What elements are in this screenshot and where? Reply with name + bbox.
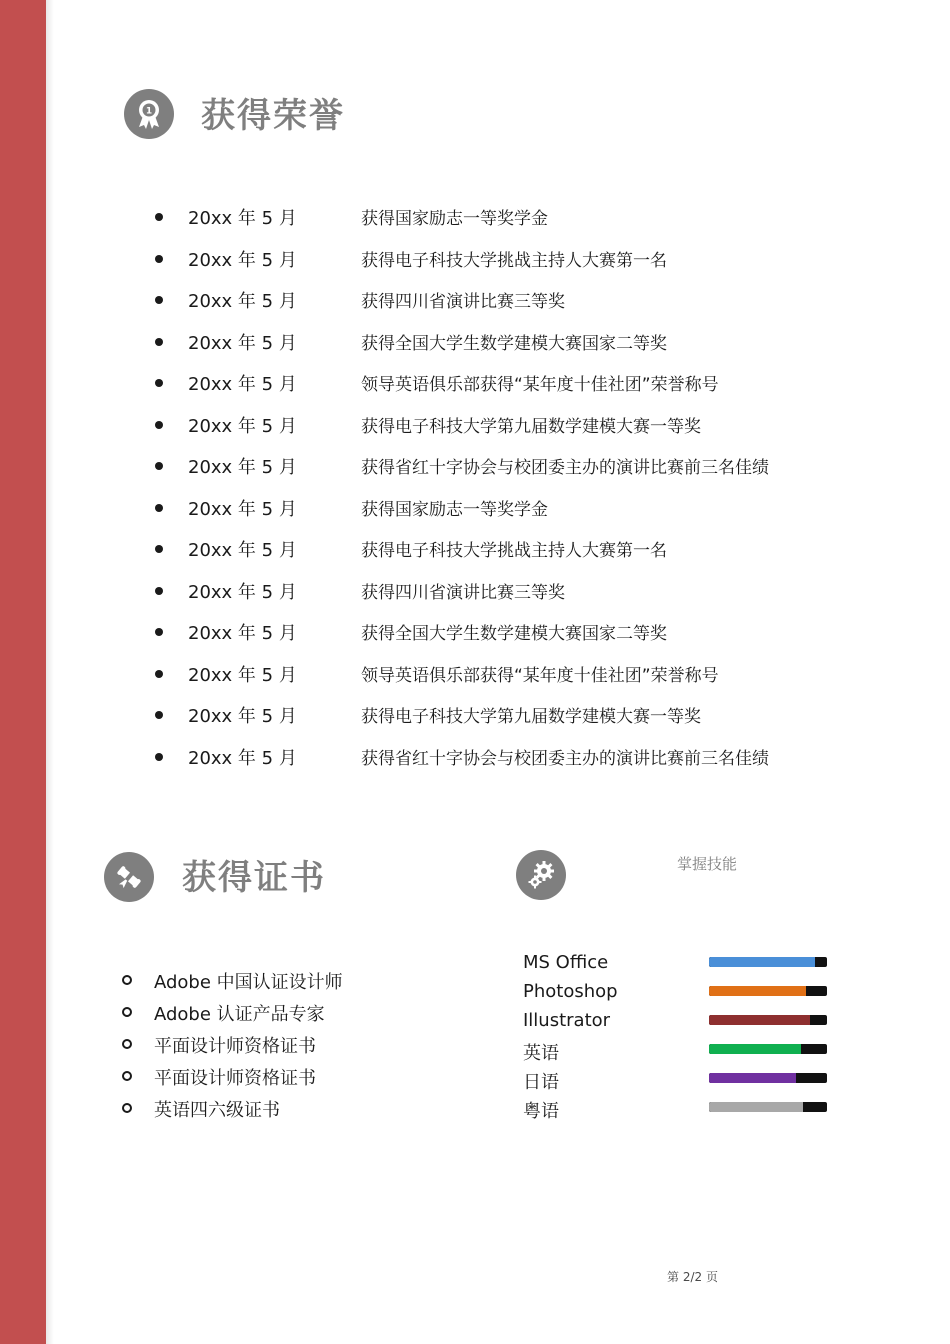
skill-name: Illustrator xyxy=(523,1010,611,1031)
bullet-icon xyxy=(155,628,163,636)
skill-level-fill xyxy=(709,1015,810,1025)
circle-bullet-icon xyxy=(122,1103,132,1113)
bullet-icon xyxy=(155,255,163,263)
award-medal-icon xyxy=(124,89,174,139)
honor-list-item xyxy=(150,320,850,362)
skill-row xyxy=(523,1035,843,1064)
honor-list-item xyxy=(150,610,850,652)
honor-description: 获得省红十字协会与校团委主办的演讲比赛前三名佳绩 xyxy=(361,458,769,478)
certificate-label: Adobe 认证产品专家 xyxy=(154,1004,325,1025)
certificate-label: 英语四六级证书 xyxy=(154,1100,280,1121)
honor-date: 20xx 年 5 月 xyxy=(188,208,297,229)
honor-date: 20xx 年 5 月 xyxy=(188,623,297,644)
bullet-icon xyxy=(155,421,163,429)
honor-list-item xyxy=(150,652,850,694)
bullet-icon xyxy=(155,504,163,512)
skills-list xyxy=(523,948,843,1122)
honor-description: 获得电子科技大学第九届数学建模大赛一等奖 xyxy=(361,707,701,727)
honor-description: 获得四川省演讲比赛三等奖 xyxy=(361,292,565,312)
bullet-icon xyxy=(155,462,163,470)
honor-description: 获得全国大学生数学建模大赛国家二等奖 xyxy=(361,624,667,644)
honor-list-item xyxy=(150,486,850,528)
honor-list-item xyxy=(150,444,850,486)
honor-date: 20xx 年 5 月 xyxy=(188,747,297,769)
certificate-label: 平面设计师资格证书 xyxy=(154,1036,316,1057)
skill-level-bar xyxy=(709,1015,827,1025)
bullet-icon xyxy=(155,711,163,719)
skill-level-fill xyxy=(709,1044,801,1054)
certificate-label: 平面设计师资格证书 xyxy=(154,1068,316,1089)
skill-level-bar xyxy=(709,986,827,996)
certificates-section-title: 获得证书 xyxy=(182,858,326,898)
honors-section-title: 获得荣誉 xyxy=(201,96,345,136)
bullet-icon xyxy=(155,296,163,304)
skill-level-fill xyxy=(709,1102,803,1112)
skill-row xyxy=(523,1006,843,1035)
certificate-label: Adobe 中国认证设计师 xyxy=(154,972,343,993)
honor-date: 20xx 年 5 月 xyxy=(188,457,297,478)
circle-bullet-icon xyxy=(122,975,132,985)
honor-list-item xyxy=(150,278,850,320)
circle-bullet-icon xyxy=(122,1007,132,1017)
skill-name: 粤语 xyxy=(523,1101,559,1122)
skill-row xyxy=(523,1064,843,1093)
left-accent-bar-shadow xyxy=(46,0,54,1344)
skill-name: MS Office xyxy=(523,952,609,973)
honor-date: 20xx 年 5 月 xyxy=(188,249,297,271)
honor-date: 20xx 年 5 月 xyxy=(188,332,297,354)
honor-description: 领导英语俱乐部获得“某年度十佳社团”荣誉称号 xyxy=(361,665,719,686)
bullet-icon xyxy=(155,670,163,678)
skill-name: 日语 xyxy=(523,1072,559,1093)
skill-name: 英语 xyxy=(523,1043,559,1064)
bullet-icon xyxy=(155,545,163,553)
diploma-scroll-icon xyxy=(104,852,154,902)
honor-list-item xyxy=(150,569,850,611)
honor-list-item xyxy=(150,693,850,735)
skill-row xyxy=(523,1093,843,1122)
bullet-icon xyxy=(155,753,163,761)
gears-icon xyxy=(516,850,566,900)
honor-description: 获得省红十字协会与校团委主办的演讲比赛前三名佳绩 xyxy=(361,748,769,769)
skill-row xyxy=(523,948,843,977)
honor-date: 20xx 年 5 月 xyxy=(188,498,297,520)
honor-list-item xyxy=(150,361,850,403)
honor-list-item xyxy=(150,237,850,279)
skill-level-bar xyxy=(709,1073,827,1083)
honor-description: 领导英语俱乐部获得“某年度十佳社团”荣誉称号 xyxy=(361,375,719,395)
honor-date: 20xx 年 5 月 xyxy=(188,374,297,395)
bullet-icon xyxy=(155,338,163,346)
skill-level-fill xyxy=(709,957,815,967)
honor-description: 获得国家励志一等奖学金 xyxy=(361,499,548,520)
skill-name: Photoshop xyxy=(523,981,618,1002)
honor-description: 获得国家励志一等奖学金 xyxy=(361,209,548,229)
skill-level-bar xyxy=(709,1044,827,1054)
honor-list-item xyxy=(150,195,850,237)
honor-date: 20xx 年 5 月 xyxy=(188,664,297,686)
honor-date: 20xx 年 5 月 xyxy=(188,540,297,561)
bullet-icon xyxy=(155,379,163,387)
left-accent-bar xyxy=(0,0,46,1344)
honor-description: 获得全国大学生数学建模大赛国家二等奖 xyxy=(361,333,667,354)
honor-list-item xyxy=(150,735,850,777)
skills-section-title: 掌握技能 xyxy=(677,855,738,873)
honor-description: 获得电子科技大学挑战主持人大赛第一名 xyxy=(361,541,667,561)
svg-text:1: 1 xyxy=(145,106,153,117)
skill-level-fill xyxy=(709,1073,796,1083)
circle-bullet-icon xyxy=(122,1071,132,1081)
circle-bullet-icon xyxy=(122,1039,132,1049)
skill-level-fill xyxy=(709,986,806,996)
honor-date: 20xx 年 5 月 xyxy=(188,581,297,603)
honor-date: 20xx 年 5 月 xyxy=(188,706,297,727)
honor-description: 获得四川省演讲比赛三等奖 xyxy=(361,582,565,603)
honor-description: 获得电子科技大学第九届数学建模大赛一等奖 xyxy=(361,416,701,437)
honor-description: 获得电子科技大学挑战主持人大赛第一名 xyxy=(361,250,667,271)
honors-list xyxy=(150,195,850,776)
honor-list-item xyxy=(150,527,850,569)
honor-date: 20xx 年 5 月 xyxy=(188,415,297,437)
skill-level-bar xyxy=(709,1102,827,1112)
bullet-icon xyxy=(155,213,163,221)
honor-date: 20xx 年 5 月 xyxy=(188,291,297,312)
page-number: 第 2/2 页 xyxy=(667,1270,718,1284)
honor-list-item xyxy=(150,403,850,445)
skill-row xyxy=(523,977,843,1006)
skill-level-bar xyxy=(709,957,827,967)
bullet-icon xyxy=(155,587,163,595)
